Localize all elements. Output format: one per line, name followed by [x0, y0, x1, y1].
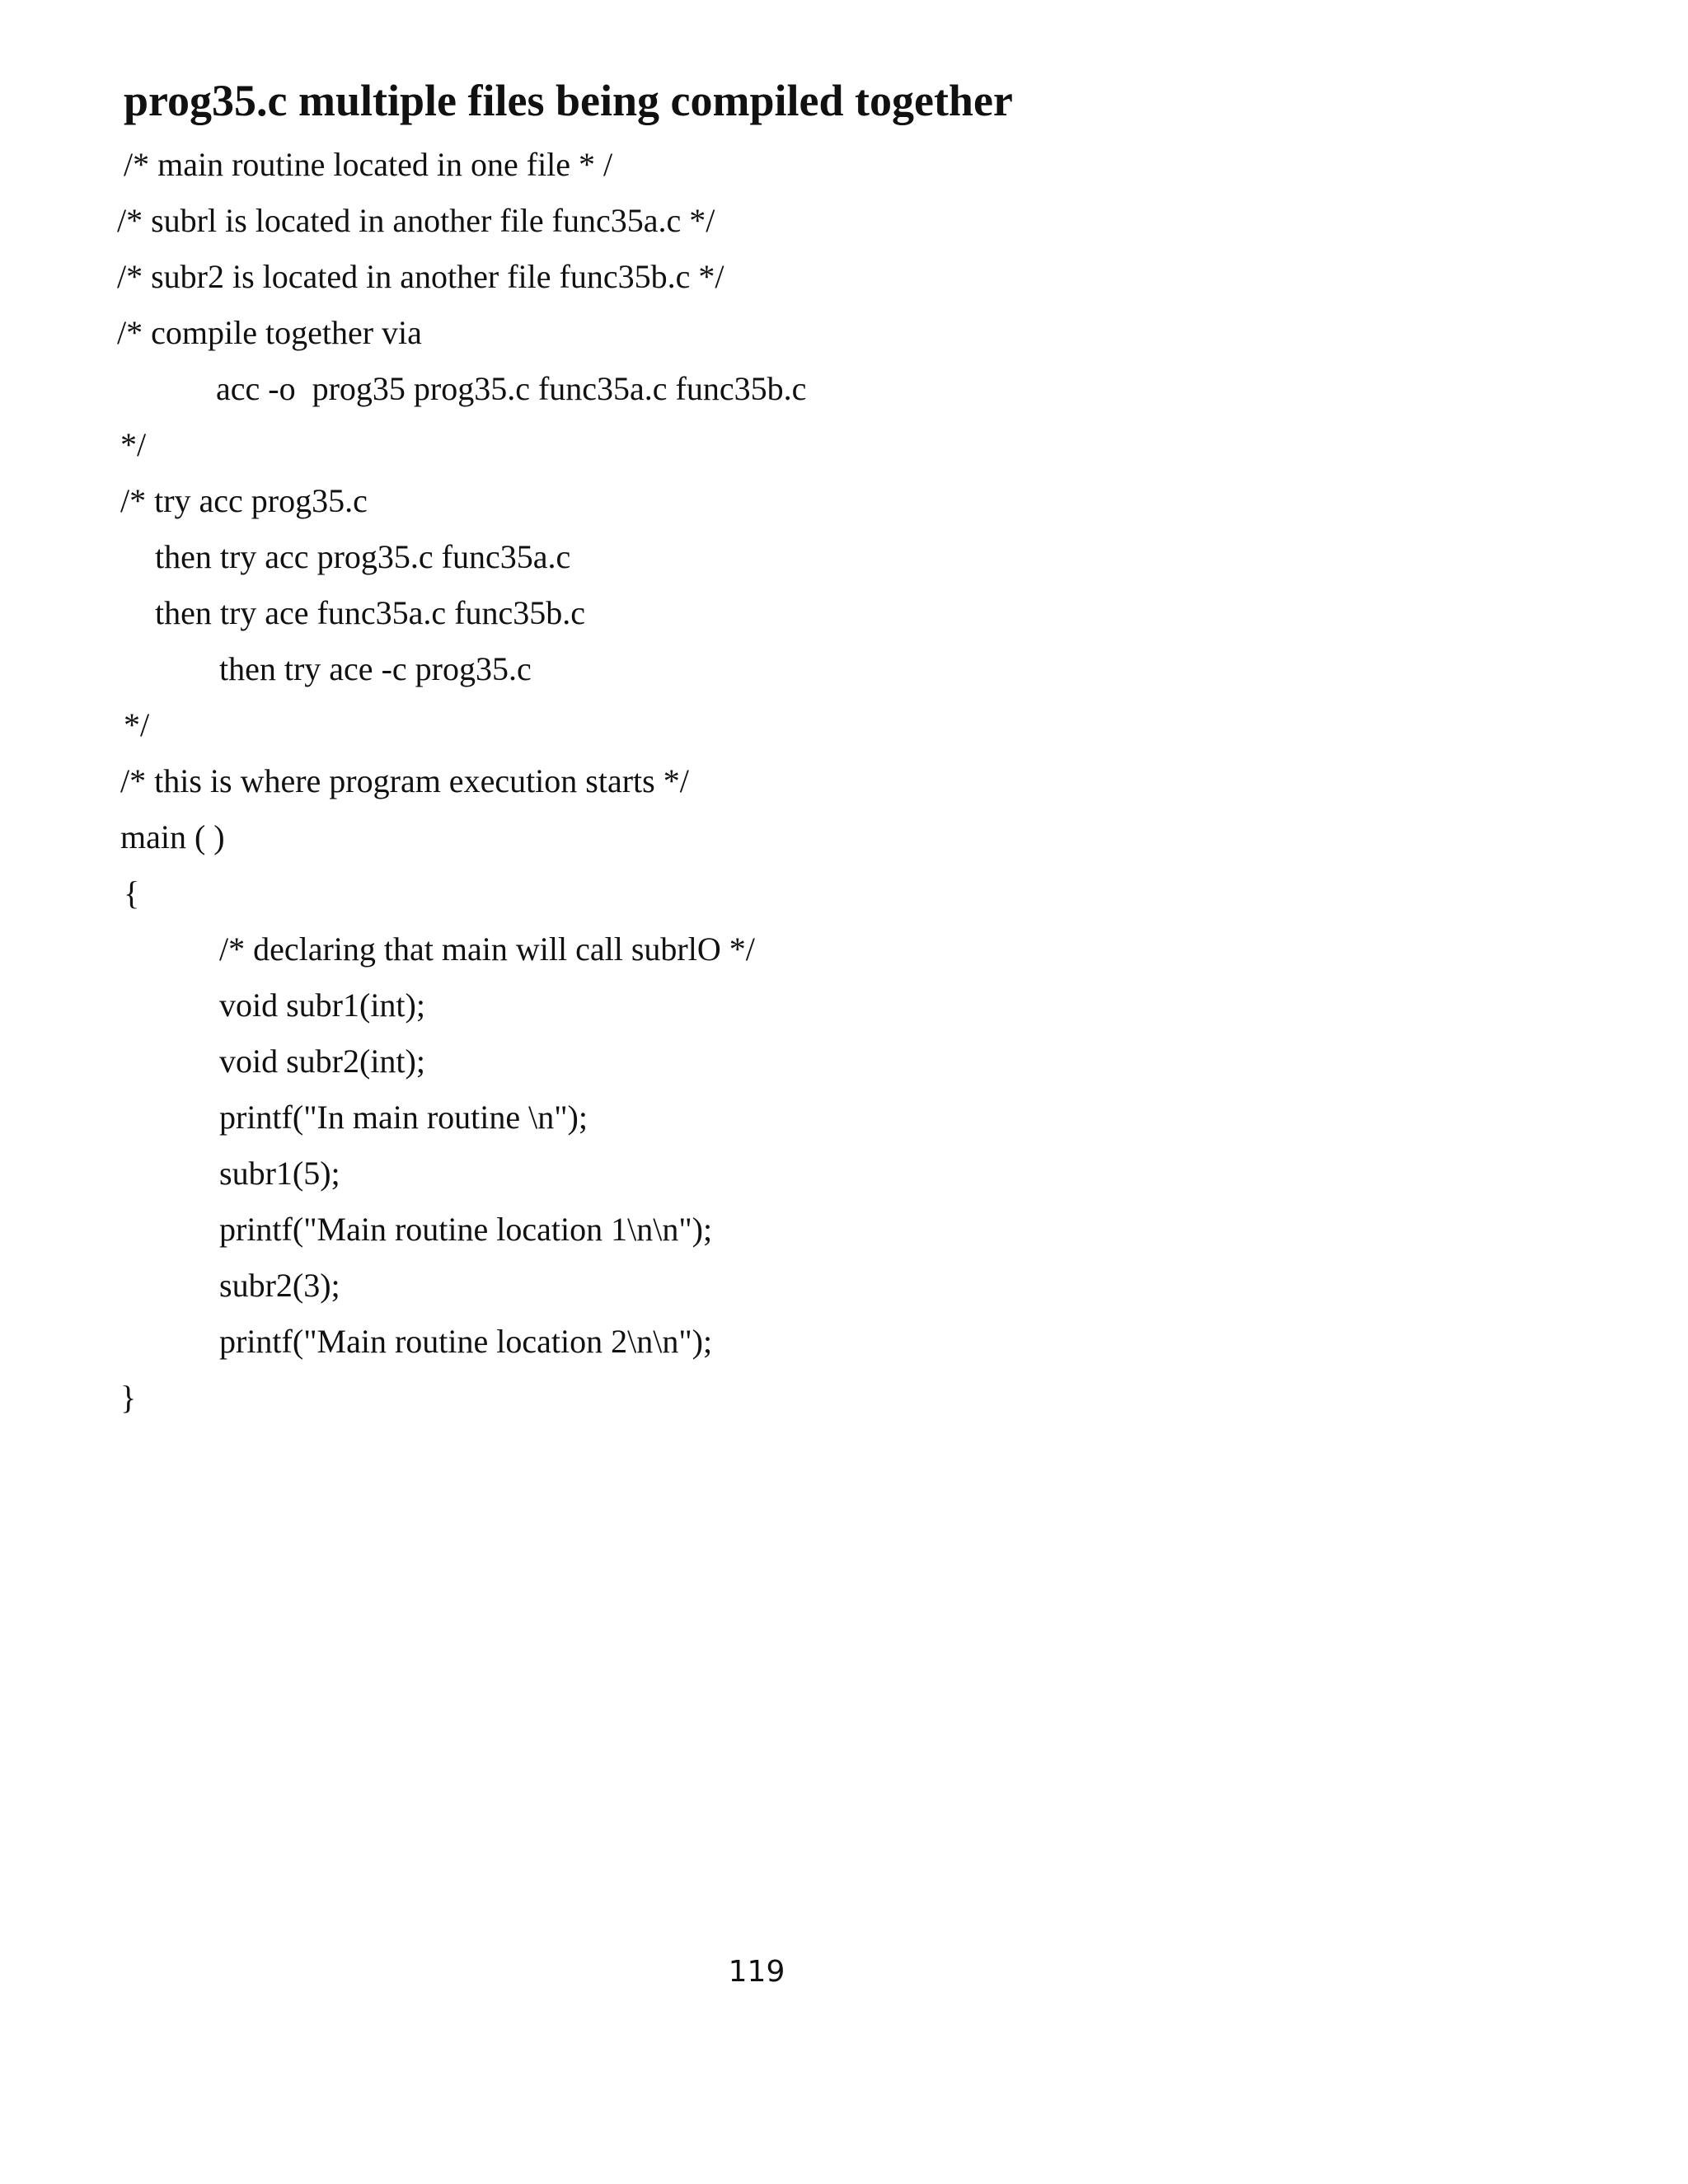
- code-line: then try ace -c prog35.c: [219, 650, 532, 687]
- code-line: }: [120, 1379, 137, 1416]
- code-line: acc -o prog35 prog35.c func35a.c func35b.c: [216, 370, 807, 407]
- code-line: /* main routine located in one file * /: [124, 146, 613, 183]
- code-line: void subr1(int);: [219, 987, 425, 1024]
- code-line: subr1(5);: [219, 1155, 340, 1192]
- code-line: {: [124, 874, 140, 912]
- code-line: void subr2(int);: [219, 1043, 425, 1080]
- code-line: /* compile together via: [117, 314, 422, 351]
- code-line: /* this is where program execution starts */: [120, 762, 689, 799]
- code-line: */: [120, 426, 147, 463]
- code-line: main ( ): [120, 818, 225, 855]
- page-title: prog35.c multiple files being compiled together: [124, 76, 1013, 125]
- code-line: /* subr2 is located in another file func35b.c */: [117, 258, 724, 295]
- code-line: then try ace func35a.c func35b.c: [155, 594, 585, 631]
- code-line: /* subrl is located in another file func35a.c */: [117, 202, 715, 239]
- code-line: then try acc prog35.c func35a.c: [155, 538, 571, 575]
- code-line: printf("Main routine location 1\n\n");: [219, 1211, 713, 1248]
- code-line: subr2(3);: [219, 1267, 340, 1304]
- code-line: /* try acc prog35.c: [120, 482, 368, 519]
- page-number: 119: [728, 1955, 785, 1989]
- code-line: printf("In main routine \n");: [219, 1099, 588, 1136]
- code-line: /* declaring that main will call subrlO */: [219, 930, 755, 968]
- code-line: */: [124, 706, 150, 743]
- code-line: printf("Main routine location 2\n\n");: [219, 1323, 713, 1360]
